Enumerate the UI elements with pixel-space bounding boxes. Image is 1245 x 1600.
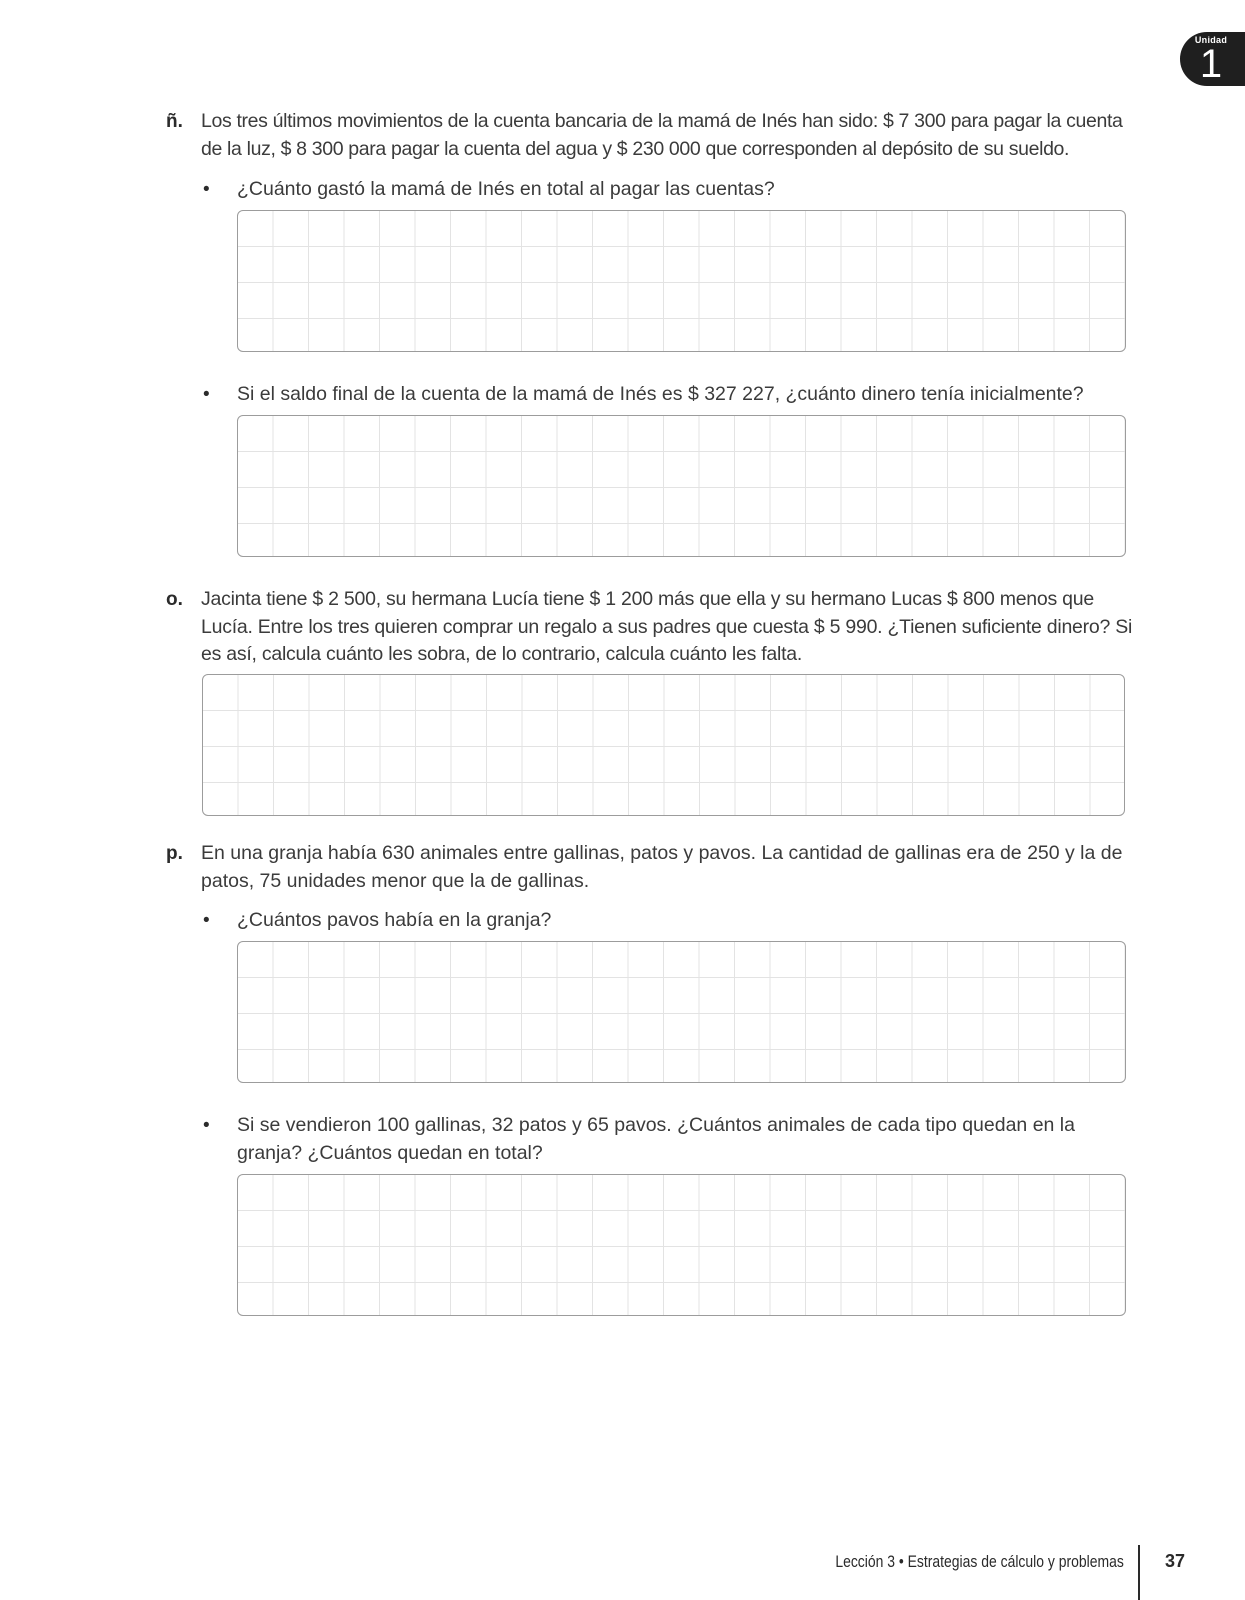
problem-o-letter: o. xyxy=(166,589,183,610)
problem-o-text: Jacinta tiene $ 2 500, su hermana Lucía tiene $ 1 200 más que ella y su hermano Lucas $ 800 menos que Lucía. Entre los tres quieren comprar un regalo a sus padres que cuesta $ 5 990. ¿Tienen suficiente dinero? Si es así, calcula cuánto les sobra, de lo contrario, calcula cuánto les falta. xyxy=(201,588,1133,665)
problem-n-text: Los tres últimos movimientos de la cuenta bancaria de la mamá de Inés han sido: $ 7 300 para pagar la cuenta de la luz, $ 8 300 para pagar la cuenta del agua y $ 230 000 que corresponden al depósito de su sueldo. xyxy=(201,110,1123,160)
bullet-marker: • xyxy=(203,384,210,405)
bullet-marker: • xyxy=(203,910,210,931)
problem-p-question-1: ¿Cuántos pavos había en la granja? xyxy=(237,909,552,931)
answer-grid-o[interactable] xyxy=(202,674,1125,816)
problem-n-question-1: ¿Cuánto gastó la mamá de Inés en total al pagar las cuentas? xyxy=(237,178,775,200)
problem-p-letter: p. xyxy=(166,843,183,864)
answer-grid-n-2[interactable] xyxy=(237,415,1126,557)
answer-grid-n-1[interactable] xyxy=(237,210,1126,352)
unit-label: Unidad xyxy=(1194,35,1228,45)
footer-lesson-title: Lección 3 • Estrategias de cálculo y problemas xyxy=(835,1552,1124,1571)
problem-n-question-2: Si el saldo final de la cuenta de la mamá de Inés es $ 327 227, ¿cuánto dinero tenía inicialmente? xyxy=(237,383,1084,405)
bullet-marker: • xyxy=(203,179,210,200)
problem-n-letter: ñ. xyxy=(166,111,183,132)
bullet-marker: • xyxy=(203,1115,210,1136)
answer-grid-p-1[interactable] xyxy=(237,941,1126,1083)
answer-grid-p-2[interactable] xyxy=(237,1174,1126,1316)
footer-divider xyxy=(1138,1545,1140,1600)
problem-p-text: En una granja había 630 animales entre gallinas, patos y pavos. La cantidad de gallinas era de 250 y la de patos, 75 unidades menor que la de gallinas. xyxy=(201,842,1123,892)
problem-p-question-2: Si se vendieron 100 gallinas, 32 patos y 65 pavos. ¿Cuántos animales de cada tipo quedan en la granja? ¿Cuántos quedan en total? xyxy=(237,1114,1075,1164)
page-number: 37 xyxy=(1165,1551,1186,1571)
unit-number: 1 xyxy=(1199,42,1223,86)
